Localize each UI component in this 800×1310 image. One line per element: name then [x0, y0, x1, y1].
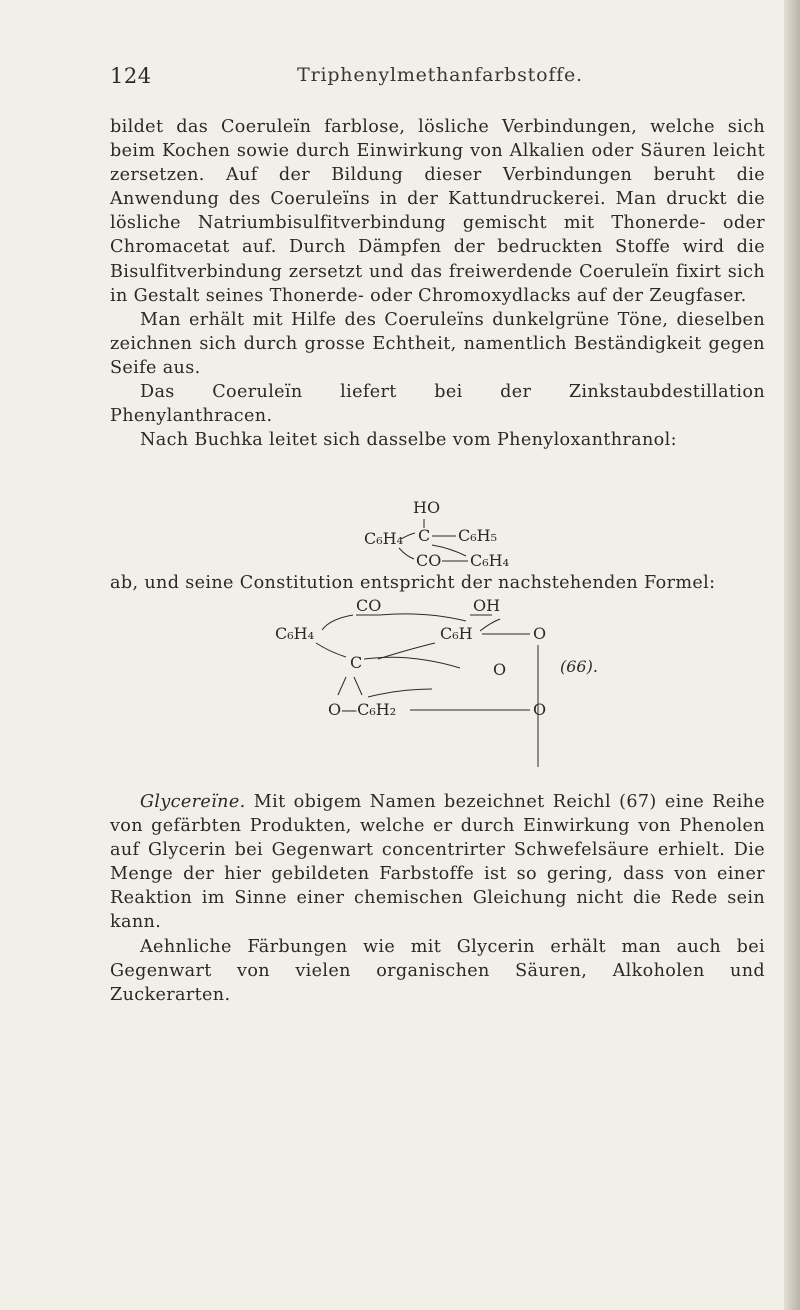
- formula2-number: (66).: [560, 657, 598, 676]
- body-text: [110, 115, 765, 452]
- formula2-o3: O—C₆H₂: [328, 700, 397, 719]
- formula2-bond-c6h-oh: [480, 619, 500, 631]
- formula2-c6h: C₆H: [440, 624, 473, 643]
- formula-constitution: [110, 597, 765, 787]
- formula2-o4: O: [533, 700, 547, 719]
- formula1-c6h4-b: C₆H₄: [470, 551, 510, 570]
- paragraph-2: Man erhält mit Hilfe des Coeruleïns dunkelgrüne Töne, dieselben zeichnen sich durch grosse Echtheit, namentlich Beständigkeit gegen Seife aus.: [110, 309, 765, 378]
- formula2-bond-lower-arc: [368, 689, 432, 697]
- formula1-c: C: [418, 526, 431, 545]
- paragraph-5: ab, und seine Constitution entspricht der nachstehenden Formel:: [110, 573, 716, 593]
- formula-phenyloxanthranol: [110, 498, 765, 573]
- paragraph-1: bildet das Coeruleïn farblose, lösliche Verbindungen, welche sich beim Kochen sowie durch Einwirkung von Alkalien oder Säuren leicht zersetzen. Auf der Bildung dieser Verbindungen beruht die Anwendung des Coeruleïns in der Kattundruckerei. Man druckt die lösliche Natriumbisulfitverbindung gemischt mit Thonerde- oder Chromacetat auf. Durch Dämpfen der bedruckten Stoffe wird die Bisulfitverbindung zersetzt und das freiwerdende Coeruleïn fixirt sich in Gestalt seines Thonerde- oder Chromoxydlacks auf der Zeugfaser.: [110, 117, 765, 306]
- formula1-c6h4: C₆H₄: [364, 529, 404, 548]
- paragraph-6: [110, 790, 765, 935]
- formula2-bond-c6h4-c: [316, 643, 346, 657]
- paragraph-4: Nach Buchka leitet sich dasselbe vom Phenyloxanthranol:: [140, 430, 677, 451]
- formula2-bond-co-c6h4: [322, 615, 353, 630]
- formula1-ho: HO: [413, 498, 441, 517]
- paragraph-7: Aehnliche Färbungen wie mit Glycerin erhält man auch bei Gegenwart von vielen organischen Säuren, Alkoholen und Zuckerarten.: [110, 936, 765, 1005]
- page-number: 124: [110, 64, 152, 88]
- formula2-c: C: [350, 653, 363, 672]
- formula2-c6h4: C₆H₄: [275, 624, 315, 643]
- page-header: [110, 64, 770, 98]
- formula1-c6h5: C₆H₅: [458, 526, 498, 545]
- formula2-co: CO: [356, 597, 382, 615]
- formula1-co: CO: [416, 551, 442, 570]
- formula1-bond-lower-left: [399, 548, 414, 559]
- formula2-bond-c-right: [354, 677, 362, 695]
- formula2-bond-c6h-c: [378, 643, 435, 659]
- page-edge-shadow: [784, 0, 800, 1310]
- section-term: Glycereïne.: [140, 792, 246, 812]
- paragraph-3: Das Coeruleïn liefert bei der Zinkstaubdestillation Phenylanthracen.: [110, 382, 765, 427]
- section-glycereine: [110, 790, 765, 1007]
- formula2-oh: OH: [473, 597, 501, 615]
- formula2-o2: O: [493, 660, 507, 679]
- formula2-bond-co-c6h: [380, 614, 466, 621]
- formula2-o1: O: [533, 624, 547, 643]
- paragraph-6-text: Mit obigem Namen bezeichnet Reichl (67) eine Reihe von gefärbten Produkten, welche er durch Einwirkung von Phenolen auf Glycerin bei Gegenwart concentrirter Schwefelsäure erhielt. Die Menge der hier gebildeten Farbstoffe ist so gering, dass von einer Reaktion im Sinne einer chemischen Gleichung nicht die Rede sein kann.: [110, 792, 765, 933]
- running-head: Triphenylmethanfarbstoffe.: [297, 64, 583, 86]
- formula1-bond-upper-left: [401, 533, 415, 539]
- formula2-bond-c-left: [338, 677, 346, 695]
